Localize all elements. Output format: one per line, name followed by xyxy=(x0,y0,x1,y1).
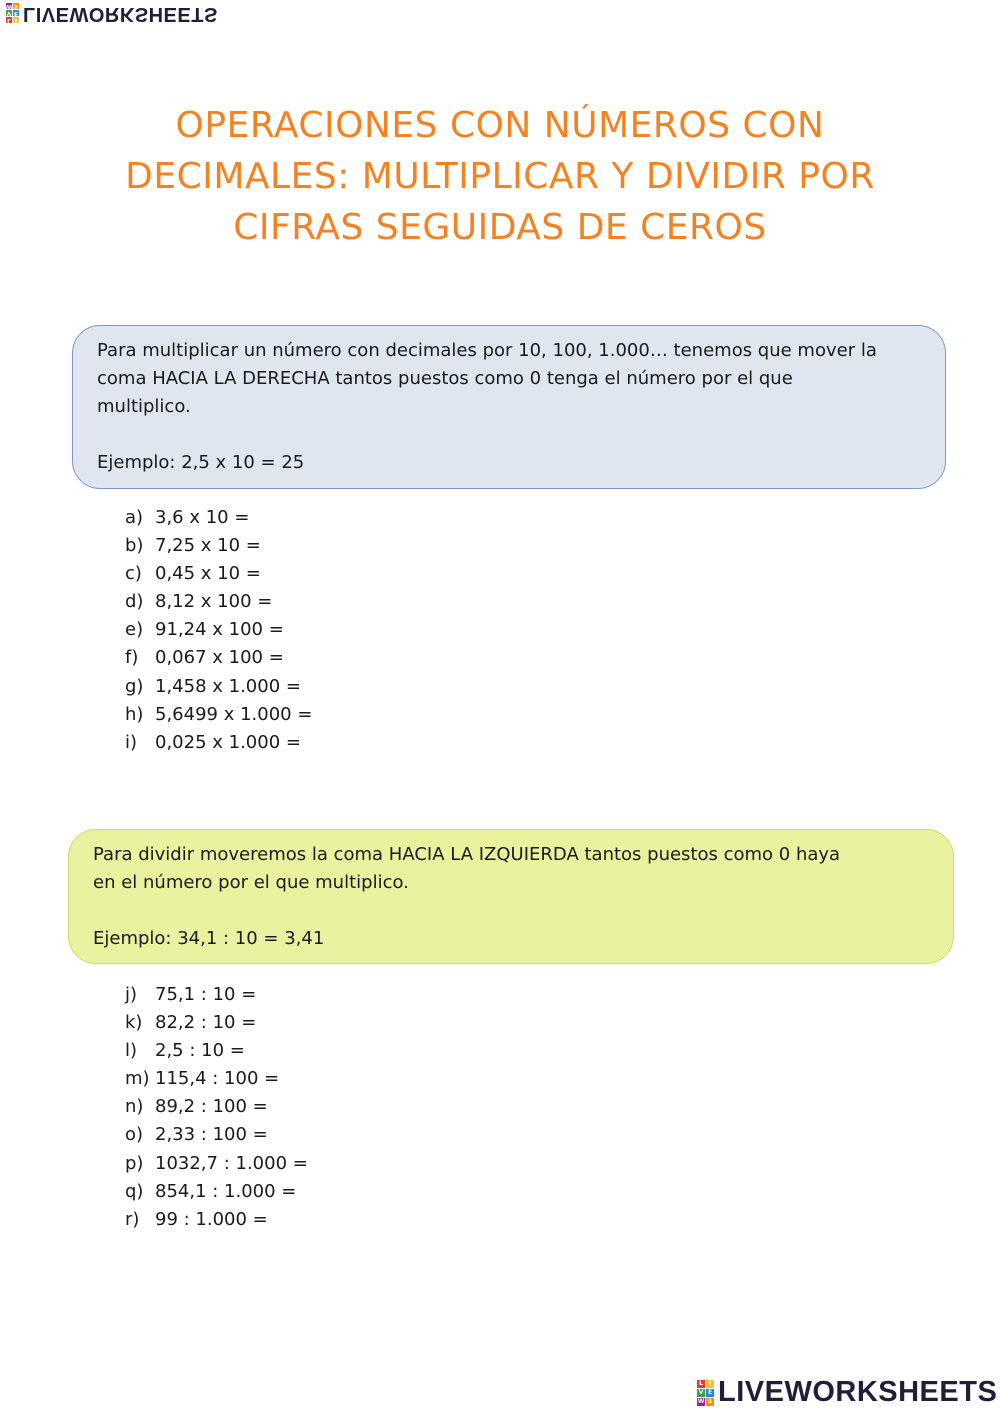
exercise-label: j) xyxy=(125,984,138,1005)
logo-tile: L xyxy=(697,1380,705,1388)
exercise-expression: 2,33 : 100 = xyxy=(155,1124,268,1146)
explanation-line: multiplico. xyxy=(97,396,191,417)
exercise-expression: 8,12 x 100 = xyxy=(155,591,273,613)
exercise-expression: 82,2 : 10 = xyxy=(155,1012,257,1034)
exercise-item xyxy=(125,532,312,560)
exercise-expression: 854,1 : 1.000 = xyxy=(155,1180,297,1202)
exercise-item xyxy=(125,588,312,616)
exercise-expression: 7,25 x 10 = xyxy=(155,535,261,557)
exercise-label: i) xyxy=(125,731,138,753)
exercise-expression: 1032,7 : 1.000 = xyxy=(155,1152,308,1174)
title-line: DECIMALES: MULTIPLICAR Y DIVIDIR POR xyxy=(125,156,875,197)
exercise-label: r) xyxy=(125,1208,140,1230)
logo-tile: E xyxy=(13,10,19,18)
exercise-label: p) xyxy=(125,1152,144,1174)
logo-top-mark xyxy=(6,4,19,24)
logo-top xyxy=(6,2,218,25)
logo-top-text: LIVEWORKSHEETS xyxy=(23,3,218,25)
divide-example: Ejemplo: 34,1 : 10 = 3,41 xyxy=(93,928,325,949)
exercise-label: o) xyxy=(125,1124,144,1146)
exercise-expression: 2,5 : 10 = xyxy=(155,1040,245,1062)
explanation-line: coma HACIA LA DERECHA tantos puestos como 0 tenga el número por el que xyxy=(97,368,793,389)
exercise-label: a) xyxy=(125,507,144,528)
exercise-item xyxy=(125,1206,308,1234)
divide-exercise-list xyxy=(125,981,308,1234)
exercise-item xyxy=(125,701,312,729)
multiply-exercise-list xyxy=(125,504,312,757)
logo-bottom-text: LIVEWORKSHEETS xyxy=(718,1376,998,1408)
exercise-label: q) xyxy=(125,1180,144,1202)
exercise-expression: 75,1 : 10 = xyxy=(155,984,257,1005)
logo-tile: I xyxy=(14,17,18,25)
logo-bottom xyxy=(697,1376,997,1409)
divide-explanation-box xyxy=(68,829,954,964)
exercise-expression: 1,458 x 1.000 = xyxy=(155,675,301,697)
exercise-expression: 5,6499 x 1.000 = xyxy=(155,703,313,725)
exercise-item xyxy=(125,504,312,532)
exercise-label: c) xyxy=(125,563,142,585)
explanation-line: Para dividir moveremos la coma HACIA LA IZQUIERDA tantos puestos como 0 haya xyxy=(93,844,841,865)
logo-tile: L xyxy=(7,17,11,25)
exercise-item xyxy=(125,1121,308,1149)
page-title xyxy=(60,100,940,253)
explanation-line: Para multiplicar un número con decimales por 10, 100, 1.000… tenemos que mover la xyxy=(97,340,877,361)
logo-tile: S xyxy=(13,3,19,11)
logo-bottom-mark xyxy=(697,1380,714,1406)
exercise-label: b) xyxy=(125,535,144,557)
exercise-item xyxy=(125,1037,308,1065)
explanation-line: en el número por el que multiplico. xyxy=(93,872,409,893)
exercise-expression: 0,45 x 10 = xyxy=(155,563,261,585)
multiply-example: Ejemplo: 2,5 x 10 = 25 xyxy=(97,452,305,473)
exercise-label: d) xyxy=(125,591,144,613)
exercise-item xyxy=(125,560,312,588)
exercise-expression: 0,067 x 100 = xyxy=(155,647,284,669)
exercise-item xyxy=(125,981,308,1009)
exercise-label: g) xyxy=(125,675,144,697)
exercise-label: h) xyxy=(125,703,144,725)
logo-tile: W xyxy=(5,3,13,11)
exercise-label: f) xyxy=(125,647,139,669)
exercise-expression: 0,025 x 1.000 = xyxy=(155,731,301,753)
logo-tile: I xyxy=(706,1380,714,1388)
logo-tile: S xyxy=(707,1397,713,1405)
exercise-item xyxy=(125,644,312,672)
logo-tile: W xyxy=(697,1397,705,1405)
title-line: OPERACIONES CON NÚMEROS CON xyxy=(175,105,825,146)
exercise-item xyxy=(125,1178,308,1206)
exercise-label: k) xyxy=(125,1012,143,1034)
exercise-expression: 89,2 : 100 = xyxy=(155,1096,268,1118)
logo-tile: V xyxy=(6,10,12,18)
exercise-label: l) xyxy=(125,1040,138,1062)
exercise-expression: 91,24 x 100 = xyxy=(155,619,284,641)
exercise-item xyxy=(125,616,312,644)
logo-tile: V xyxy=(698,1388,704,1396)
exercise-item xyxy=(125,1065,308,1093)
exercise-label: m) xyxy=(125,1068,150,1090)
title-line: CIFRAS SEGUIDAS DE CEROS xyxy=(233,207,767,248)
exercise-expression: 99 : 1.000 = xyxy=(155,1208,268,1230)
multiply-explanation-box xyxy=(72,325,946,489)
exercise-expression: 115,4 : 100 = xyxy=(155,1068,280,1090)
exercise-item xyxy=(125,1009,308,1037)
logo-tile: E xyxy=(707,1388,713,1396)
exercise-item xyxy=(125,729,312,757)
exercise-item xyxy=(125,673,312,701)
exercise-item xyxy=(125,1093,308,1121)
exercise-label: e) xyxy=(125,619,144,641)
exercise-item xyxy=(125,1150,308,1178)
exercise-expression: 3,6 x 10 = xyxy=(155,507,250,528)
exercise-label: n) xyxy=(125,1096,144,1118)
